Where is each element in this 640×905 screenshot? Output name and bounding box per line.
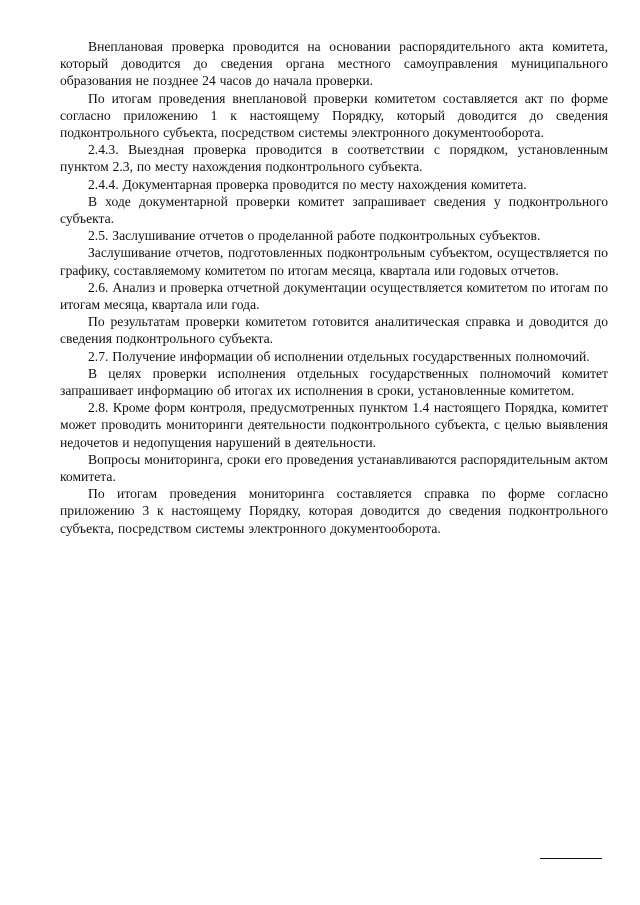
paragraph-unscheduled-inspection-basis: Внеплановая проверка проводится на основании распорядительного акта комитета, который доводится до сведения органа местного самоуправления муниципального образования не позднее 24 часов до начала проверки. [60,39,608,89]
footer-separator-line [540,858,602,859]
paragraph-2-4-3: 2.4.3. Выездная проверка проводится в соответствии с порядком, установленным пунктом 2.3, по месту нахождения подконтрольного субъекта. [60,142,608,175]
paragraph-2-5: 2.5. Заслушивание отчетов о проделанной работе подконтрольных субъектов. [88,228,541,244]
paragraph-2-4-4: 2.4.4. Документарная проверка проводится по месту нахождения комитета. [88,176,527,192]
paragraph-monitoring-report: По итогам проведения мониторинга составляется справка по форме согласно приложению 3 к настоящему Порядку, которая доводится до сведения подконтрольного субъекта, посредством системы электронного документооборота. [60,486,608,536]
paragraph-2-6: 2.6. Анализ и проверка отчетной документации осуществляется комитетом по итогам по итогам месяца, квартала или года. [60,279,608,313]
paragraph-documentary-inspection-request: В ходе документарной проверки комитет запрашивает сведения у подконтрольного субъекта. [60,193,608,227]
paragraph-2-7: 2.7. Получение информации об исполнении отдельных государственных полномочий. [88,348,590,364]
paragraph-analytical-report: По результатам проверки комитетом готовится аналитическая справка и доводится до сведения подконтрольного субъекта. [60,314,608,347]
paragraph-unscheduled-inspection-act: По итогам проведения внеплановой проверки комитетом составляется акт по форме согласно приложению 1 к настоящему Порядку, который доводится до сведения подконтрольного субъекта, посредством системы электронного документооборота. [60,90,608,141]
paragraph-2-8: 2.8. Кроме форм контроля, предусмотренных пунктом 1.4 настоящего Порядка, комитет может проводить мониторинги деятельности подконтрольного субъекта, с целью выявления недочетов и недопущения нарушений в деятельности. [60,400,608,450]
document-body [60,38,608,537]
paragraph-reports-schedule: Заслушивание отчетов, подготовленных подконтрольным субъектом, осуществляется по графику, составляемому комитетом по итогам месяца, квартала или годовых отчетов. [60,245,608,278]
paragraph-monitoring-questions: Вопросы мониторинга, сроки его проведения устанавливаются распорядительным актом комитета. [60,451,608,485]
paragraph-state-powers-check: В целях проверки исполнения отдельных государственных полномочий комитет запрашивает информацию об итогах их исполнения в сроки, установленные комитетом. [60,365,608,399]
